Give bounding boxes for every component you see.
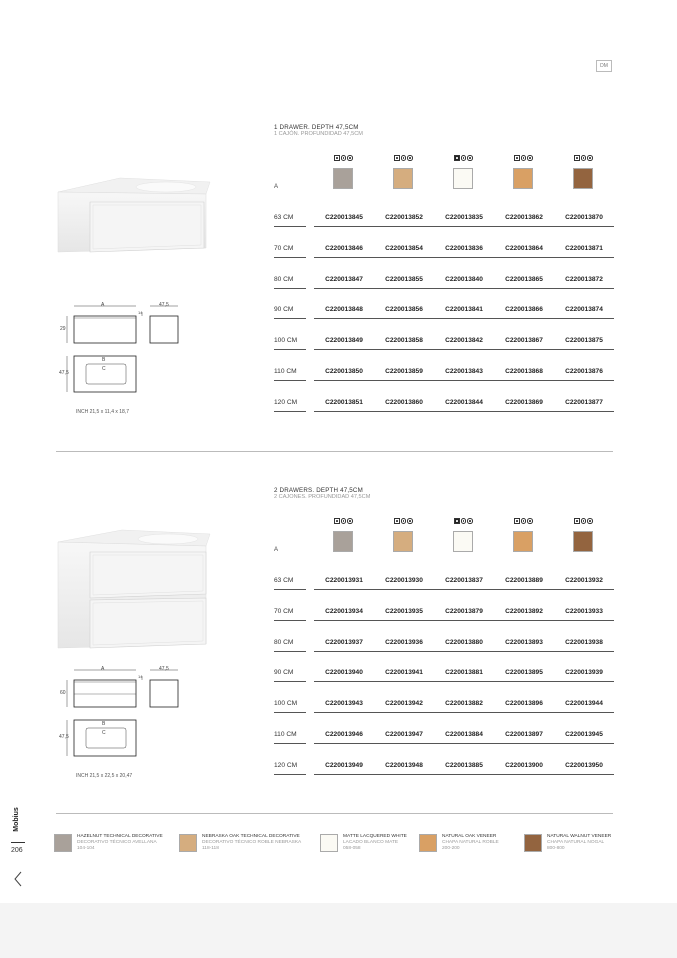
- row-rule: [314, 620, 614, 621]
- product-code: C220013875: [565, 337, 603, 345]
- section-divider: [56, 451, 613, 452]
- row-rule: [274, 712, 306, 713]
- product-code: C220013880: [445, 638, 483, 646]
- row-rule: [274, 620, 306, 621]
- size-cell: 110 CM: [274, 368, 297, 375]
- product-code: C220013865: [505, 275, 543, 283]
- cabinet-symbol-icon: [574, 155, 580, 161]
- size-cell: 120 CM: [274, 398, 298, 406]
- finish-symbols: [514, 155, 533, 161]
- product-code: C220013884: [445, 731, 483, 738]
- product-code: C220013852: [385, 214, 423, 221]
- finish-swatch: [573, 531, 593, 552]
- legend-en: NATURAL WALNUT VENEER: [547, 834, 612, 839]
- product-code: C220013867: [505, 337, 543, 345]
- inch-dimensions: INCH 21,5 x 22,5 x 20,47: [76, 773, 133, 779]
- dim-side: 14: [138, 674, 143, 679]
- legend-text: [202, 834, 310, 852]
- product-code: C220013869: [505, 398, 543, 406]
- product-code: C220013933: [565, 607, 603, 615]
- product-code: C220013846: [325, 244, 363, 252]
- product-code: C220013892: [505, 607, 543, 615]
- table-row: [274, 244, 614, 275]
- cabinet-symbol-icon: [514, 155, 520, 161]
- product-code: C220013895: [505, 669, 543, 677]
- product-code: C220013881: [445, 669, 483, 677]
- cabinet-symbol-icon: [454, 155, 460, 161]
- finish-swatch: [573, 168, 593, 189]
- legend-swatch: [179, 834, 197, 852]
- finish-symbols: [334, 155, 353, 161]
- size-cell: 63 CM: [274, 577, 294, 584]
- finish-swatch: [513, 531, 533, 552]
- row-rule: [314, 349, 614, 350]
- finish-symbols: [514, 518, 533, 524]
- legend-swatch: [54, 834, 72, 852]
- row-rule: [274, 681, 306, 682]
- legend-item: [54, 834, 185, 852]
- product-code: C220013843: [445, 368, 483, 375]
- product-code: C220013866: [505, 306, 543, 314]
- product-code: C220013851: [325, 398, 363, 406]
- row-rule: [274, 349, 306, 350]
- product-code: C220013876: [565, 368, 603, 375]
- table-row: [274, 398, 614, 429]
- section-title: 2 DRAWERS. DEPTH 47,5CM: [274, 487, 363, 494]
- product-code: C220013950: [565, 761, 603, 769]
- dm-icon: DM: [596, 60, 612, 72]
- legend-item: [179, 834, 310, 852]
- product-code: C220013859: [385, 368, 423, 375]
- dim-depth-plan: 47,5: [59, 734, 69, 740]
- size-cell: 110 CM: [274, 731, 297, 738]
- cabinet-symbol-icon: [514, 518, 520, 524]
- product-code: C220013893: [505, 638, 543, 646]
- drawer-symbol-icon: [467, 518, 473, 524]
- table-row: [274, 607, 614, 638]
- finish-swatch: [513, 168, 533, 189]
- product-code: C220013949: [325, 761, 363, 769]
- column-header-a: A: [274, 547, 279, 553]
- row-rule: [274, 288, 306, 289]
- legend-text: [77, 834, 185, 852]
- table-row: [274, 213, 614, 244]
- table-row: [274, 275, 614, 306]
- product-code: C220013850: [325, 368, 363, 375]
- drawer-symbol-icon: [587, 155, 593, 161]
- table-row: [274, 576, 614, 607]
- product-code: C220013947: [385, 731, 423, 738]
- product-code: C220013944: [565, 700, 603, 708]
- cabinet-symbol-icon: [394, 155, 400, 161]
- legend-code: 058-058: [343, 846, 361, 851]
- finish-swatch: [333, 168, 353, 189]
- product-code: C220013945: [565, 731, 603, 738]
- table-row: [274, 305, 614, 336]
- section-title: 1 DRAWER. DEPTH 47,5CM: [274, 124, 359, 131]
- dim-b: B: [102, 721, 106, 727]
- drawer-symbol-icon: [407, 155, 413, 161]
- legend-swatch: [419, 834, 437, 852]
- column-header-a: A: [274, 184, 279, 190]
- product-code: C220013840: [445, 275, 483, 283]
- legend-code: 118-118: [202, 846, 219, 851]
- row-rule: [274, 380, 306, 381]
- row-rule: [314, 651, 614, 652]
- finish-swatch: [453, 531, 473, 552]
- handle-symbol-icon: [521, 518, 527, 524]
- product-code: C220013885: [445, 761, 483, 769]
- finish-swatch: [453, 168, 473, 189]
- section-subtitle: 1 CAJÓN. PROFUNDIDAD 47,5CM: [274, 131, 363, 137]
- product-code: C220013935: [385, 607, 423, 615]
- finish-symbols: [334, 518, 353, 524]
- size-cell: 70 CM: [274, 244, 294, 252]
- product-code: C220013860: [385, 398, 423, 406]
- row-rule: [314, 712, 614, 713]
- product-code: C220013872: [565, 275, 603, 283]
- legend-es: DECORATIVO TÉCNICO AVELLANA: [77, 840, 157, 845]
- legend-divider: [56, 813, 613, 814]
- table-row: [274, 367, 614, 398]
- product-code: C220013874: [565, 306, 603, 314]
- product-code: C220013837: [445, 577, 483, 584]
- vanity-2-drawers-image: [56, 528, 211, 650]
- row-rule: [314, 226, 614, 227]
- handle-symbol-icon: [341, 518, 347, 524]
- cabinet-symbol-icon: [394, 518, 400, 524]
- product-code: C220013849: [325, 337, 363, 345]
- legend-item: [524, 834, 655, 852]
- row-rule: [314, 411, 614, 412]
- row-rule: [314, 288, 614, 289]
- finish-swatch: [393, 531, 413, 552]
- handle-symbol-icon: [581, 155, 587, 161]
- product-code: C220013848: [325, 306, 363, 314]
- product-code: C220013932: [565, 577, 603, 584]
- row-rule: [274, 743, 306, 744]
- legend-text: [547, 834, 655, 852]
- row-rule: [274, 774, 306, 775]
- product-code: C220013847: [325, 275, 363, 283]
- product-code: C220013943: [325, 700, 363, 708]
- finish-symbols: [394, 518, 413, 524]
- dim-a: A: [101, 666, 105, 672]
- dim-depth: 47,5: [159, 302, 169, 308]
- size-cell: 90 CM: [274, 306, 294, 314]
- finish-symbols: [454, 518, 473, 524]
- finish-swatch: [333, 531, 353, 552]
- product-code: C220013936: [385, 638, 423, 646]
- handle-symbol-icon: [341, 155, 347, 161]
- product-code: C220013931: [325, 577, 363, 584]
- size-cell: 100 CM: [274, 700, 298, 708]
- table-row: [274, 761, 614, 792]
- table-row: [274, 638, 614, 669]
- drawer-symbol-icon: [347, 155, 353, 161]
- row-rule: [314, 380, 614, 381]
- product-code: C220013862: [505, 214, 543, 221]
- dim-height: 29: [60, 326, 66, 332]
- legend-es: CHAPA NATURAL ROBLE: [442, 840, 499, 845]
- row-rule: [274, 411, 306, 412]
- legend-en: HAZELNUT TECHNICAL DECORATIVE: [77, 834, 163, 839]
- finish-symbols: [574, 155, 593, 161]
- product-code: C220013937: [325, 638, 363, 646]
- finish-symbols: [394, 155, 413, 161]
- cabinet-symbol-icon: [454, 518, 460, 524]
- row-rule: [314, 774, 614, 775]
- row-rule: [274, 589, 306, 590]
- legend-code: 800-800: [547, 846, 565, 851]
- handle-symbol-icon: [581, 518, 587, 524]
- dim-a: A: [101, 302, 105, 308]
- product-code: C220013842: [445, 337, 483, 345]
- back-arrow-icon[interactable]: [12, 870, 24, 888]
- legend-es: LACADO BLANCO MATE: [343, 840, 399, 845]
- drawer-symbol-icon: [467, 155, 473, 161]
- dim-depth-plan: 47,5: [59, 370, 69, 376]
- product-code: C220013946: [325, 731, 363, 738]
- product-code: C220013897: [505, 731, 543, 738]
- product-code: C220013900: [505, 761, 543, 769]
- legend-es: DECORATIVO TÉCNICO ROBLE NEBRASKA: [202, 840, 302, 845]
- product-code: C220013930: [385, 577, 423, 584]
- row-rule: [314, 589, 614, 590]
- table-row: [274, 336, 614, 367]
- product-code: C220013868: [505, 368, 543, 375]
- size-cell: 90 CM: [274, 669, 294, 677]
- product-code: C220013864: [505, 244, 543, 252]
- dim-side: 14: [138, 310, 143, 315]
- row-rule: [274, 651, 306, 652]
- product-code: C220013942: [385, 700, 423, 708]
- size-cell: 80 CM: [274, 275, 294, 283]
- finish-swatch: [393, 168, 413, 189]
- dimension-drawing: [56, 300, 186, 410]
- product-code: C220013845: [325, 214, 363, 221]
- drawer-symbol-icon: [527, 518, 533, 524]
- cabinet-symbol-icon: [334, 155, 340, 161]
- dim-c: C: [102, 730, 106, 736]
- row-rule: [314, 257, 614, 258]
- handle-symbol-icon: [461, 155, 467, 161]
- row-rule: [314, 681, 614, 682]
- legend-code: 104-104: [77, 846, 95, 851]
- section-subtitle: 2 CAJONES. PROFUNDIDAD 47,5CM: [274, 494, 371, 500]
- page-number: 206: [11, 847, 23, 854]
- product-code: C220013855: [385, 275, 423, 283]
- cabinet-symbol-icon: [334, 518, 340, 524]
- cabinet-symbol-icon: [574, 518, 580, 524]
- product-code: C220013841: [445, 306, 483, 314]
- legend-en: NATURAL OAK VENEER: [442, 834, 497, 839]
- product-code: C220013941: [385, 669, 423, 677]
- table-row: [274, 668, 614, 699]
- product-code: C220013939: [565, 669, 603, 677]
- dim-height: 60: [60, 690, 66, 696]
- size-cell: 70 CM: [274, 607, 294, 615]
- drawer-symbol-icon: [587, 518, 593, 524]
- inch-dimensions: INCH 21,5 x 11,4 x 18,7: [76, 409, 129, 415]
- row-rule: [314, 318, 614, 319]
- row-rule: [274, 257, 306, 258]
- product-code: C220013940: [325, 669, 363, 677]
- row-rule: [274, 226, 306, 227]
- table-row: [274, 699, 614, 730]
- product-code: C220013858: [385, 337, 423, 345]
- dimension-drawing: [56, 664, 186, 774]
- legend-code: 200-200: [442, 846, 460, 851]
- drawer-symbol-icon: [527, 155, 533, 161]
- product-code: C220013854: [385, 244, 423, 252]
- handle-symbol-icon: [401, 518, 407, 524]
- product-code: C220013896: [505, 700, 543, 708]
- product-code: C220013871: [565, 244, 603, 252]
- size-cell: 63 CM: [274, 214, 294, 221]
- row-rule: [274, 318, 306, 319]
- handle-symbol-icon: [521, 155, 527, 161]
- handle-symbol-icon: [401, 155, 407, 161]
- product-code: C220013879: [445, 607, 483, 615]
- product-code: C220013870: [565, 214, 603, 221]
- brand-underline: [11, 842, 25, 843]
- product-code: C220013835: [445, 214, 483, 221]
- drawer-symbol-icon: [407, 518, 413, 524]
- product-code: C220013844: [445, 398, 483, 406]
- product-code: C220013882: [445, 700, 483, 708]
- product-code: C220013934: [325, 607, 363, 615]
- finish-symbols: [454, 155, 473, 161]
- legend-es: CHAPA NATURAL NOGAL: [547, 840, 605, 845]
- size-cell: 80 CM: [274, 638, 294, 646]
- dim-c: C: [102, 366, 106, 372]
- brand-label: Mobius: [12, 807, 20, 832]
- finish-symbols: [574, 518, 593, 524]
- product-code: C220013877: [565, 398, 603, 406]
- size-cell: 100 CM: [274, 337, 298, 345]
- product-code: C220013948: [385, 761, 423, 769]
- dim-b: B: [102, 357, 106, 363]
- product-code: C220013938: [565, 638, 603, 646]
- legend-en: MATTE LACQUERED WHITE: [343, 834, 407, 839]
- handle-symbol-icon: [461, 518, 467, 524]
- product-code: C220013836: [445, 244, 483, 252]
- drawer-symbol-icon: [347, 518, 353, 524]
- row-rule: [314, 743, 614, 744]
- product-code: C220013856: [385, 306, 423, 314]
- size-cell: 120 CM: [274, 761, 298, 769]
- product-code: C220013889: [505, 577, 543, 584]
- dim-depth: 47,5: [159, 666, 169, 672]
- table-row: [274, 730, 614, 761]
- legend-swatch: [320, 834, 338, 852]
- legend-en: NEBRASKA OAK TECHNICAL DECORATIVE: [202, 834, 300, 839]
- vanity-1-drawer-image: [56, 176, 211, 258]
- legend-swatch: [524, 834, 542, 852]
